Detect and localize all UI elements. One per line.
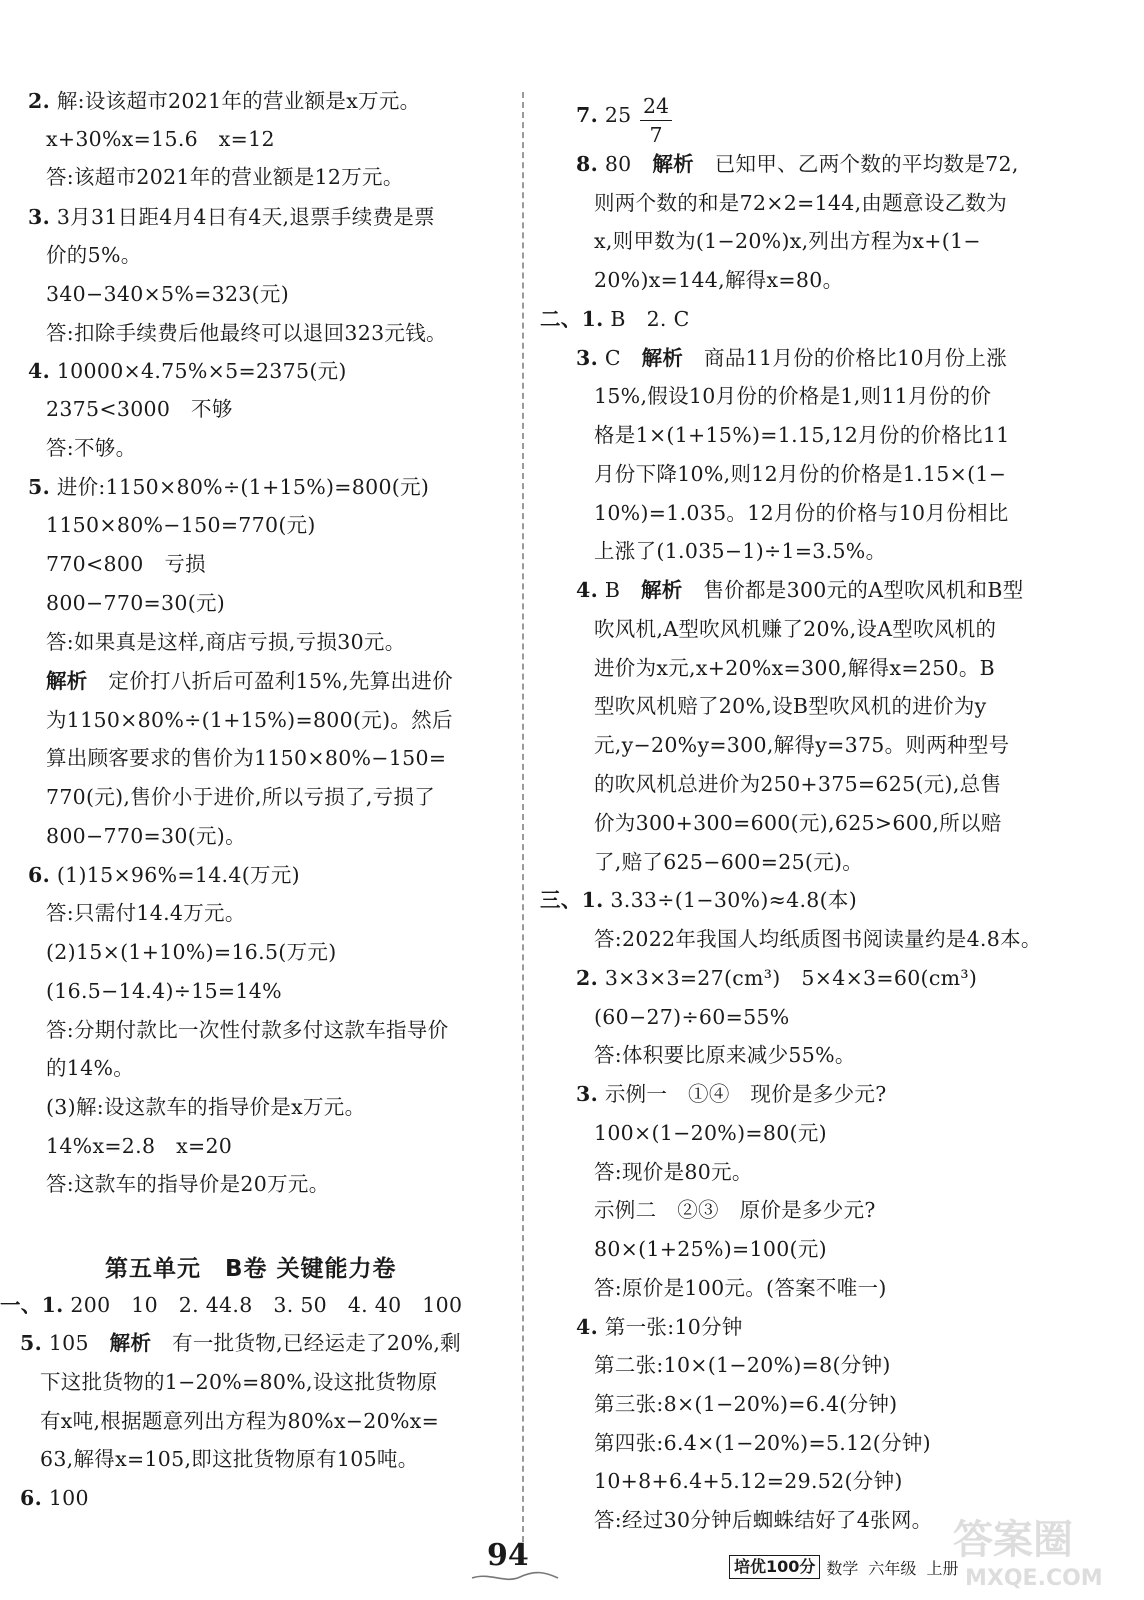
left-line: 答:只需付14.4万元。: [46, 901, 246, 925]
right-line: 8. 80 解析 已知甲、乙两个数的平均数是72,: [576, 152, 1019, 176]
right-line: 20%)x=144,解得x=80。: [594, 268, 844, 292]
left-line: 340−340×5%=323(元): [46, 282, 290, 306]
right-line: 上涨了(1.035−1)÷1=3.5%。: [594, 539, 887, 563]
right-line: 示例二 ②③ 原价是多少元?: [594, 1198, 876, 1222]
left-line: 2375<3000 不够: [46, 397, 233, 421]
left-line: 14%x=2.8 x=20: [46, 1134, 233, 1158]
right-line: 二、1. B 2. C: [540, 307, 690, 331]
right-line: 型吹风机赔了20%,设B型吹风机的进价为y: [594, 694, 987, 718]
watermark-logo-icon: [945, 1505, 1125, 1595]
left-line: 5. 105 解析 有一批货物,已经运走了20%,剩: [20, 1331, 461, 1355]
left-line: 的14%。: [46, 1056, 135, 1080]
right-line: 3. C 解析 商品11月份的价格比10月份上涨: [576, 346, 1008, 370]
right-line: 答:现价是80元。: [594, 1160, 753, 1184]
right-line: 2. 3×3×3=27(cm³) 5×4×3=60(cm³): [576, 966, 978, 990]
right-line: 则两个数的和是72×2=144,由题意设乙数为: [594, 191, 1008, 215]
right-line: 答:2022年我国人均纸质图书阅读量约是4.8本。: [594, 927, 1042, 951]
brand-box: 培优100分: [729, 1555, 820, 1579]
left-line: 2. 解:设该超市2021年的营业额是x万元。: [28, 89, 421, 113]
left-line: 5. 进价:1150×80%÷(1+15%)=800(元): [28, 475, 430, 499]
right-line: 第二张:10×(1−20%)=8(分钟): [594, 1353, 891, 1377]
right-line: 格是1×(1+15%)=1.15,12月份的价格比11: [594, 423, 1010, 447]
right-line: 三、1. 3.33÷(1−30%)≈4.8(本): [540, 888, 858, 912]
right-line: 100×(1−20%)=80(元): [594, 1121, 827, 1145]
left-line: 800−770=30(元): [46, 591, 226, 615]
right-line: 答:经过30分钟后蜘蛛结好了4张网。: [594, 1508, 933, 1532]
fraction-denominator: 7: [649, 123, 663, 147]
right-line: 3. 示例一 ①④ 现价是多少元?: [576, 1082, 887, 1106]
left-line: 一、1. 200 10 2. 44.8 3. 50 4. 40 100: [0, 1293, 463, 1317]
right-line: 80×(1+25%)=100(元): [594, 1237, 827, 1261]
left-line: 3. 3月31日距4月4日有4天,退票手续费是票: [28, 205, 435, 229]
left-line: 答:这款车的指导价是20万元。: [46, 1172, 330, 1196]
left-line: (16.5−14.4)÷15=14%: [46, 979, 282, 1003]
right-line: 答:体积要比原来减少55%。: [594, 1043, 856, 1067]
right-line: 元,y−20%y=300,解得y=375。则两种型号: [594, 733, 1010, 757]
left-line: 1150×80%−150=770(元): [46, 513, 316, 537]
left-line: 有x吨,根据题意列出方程为80%x−20%x=: [40, 1409, 440, 1433]
volume-label: 上册: [926, 1558, 959, 1578]
right-line: 价为300+300=600(元),625>600,所以赔: [594, 811, 1002, 835]
right-line: 的吹风机总进价为250+375=625(元),总售: [594, 772, 1002, 796]
left-line: 6. 100: [20, 1486, 89, 1510]
left-line: 答:不够。: [46, 436, 137, 460]
right-line: 吹风机,A型吹风机赚了20%,设A型吹风机的: [594, 617, 997, 641]
left-line: 4. 10000×4.75%×5=2375(元): [28, 359, 347, 383]
left-line: 答:如果真是这样,商店亏损,亏损30元。: [46, 630, 406, 654]
svg-text:答案圈: 答案圈: [953, 1517, 1073, 1563]
left-line: 770<800 亏损: [46, 552, 206, 576]
left-line: 800−770=30(元)。: [46, 824, 246, 848]
right-line: 月份下降10%,则12月份的价格是1.15×(1−: [594, 462, 1007, 486]
left-line: 答:分期付款比一次性付款多付这款车指导价: [46, 1018, 449, 1042]
right-line: 答:原价是100元。(答案不唯一): [594, 1276, 887, 1300]
fraction-numerator: 24: [640, 93, 672, 121]
swirl-decoration-icon: [470, 1570, 560, 1584]
left-line: 为1150×80%÷(1+15%)=800(元)。然后: [46, 708, 453, 732]
right-line: 10%)=1.035。12月份的价格与10月份相比: [594, 501, 1009, 525]
left-line: 答:该超市2021年的营业额是12万元。: [46, 165, 404, 189]
left-line: (3)解:设这款车的指导价是x万元。: [46, 1095, 366, 1119]
right-line: 15%,假设10月份的价格是1,则11月份的价: [594, 384, 992, 408]
left-line: 63,解得x=105,即这批货物原有105吨。: [40, 1447, 419, 1471]
left-line: 下这批货物的1−20%=80%,设这批货物原: [40, 1370, 438, 1394]
fraction-24-7: [640, 93, 672, 148]
right-line: 了,赔了625−600=25(元)。: [594, 850, 864, 874]
left-line: x+30%x=15.6 x=12: [46, 127, 275, 151]
column-divider: [522, 92, 524, 1542]
footer-brand: [729, 1554, 968, 1580]
right-line: 4. B 解析 售价都是300元的A型吹风机和B型: [576, 578, 1024, 602]
right-line: 第四张:6.4×(1−20%)=5.12(分钟): [594, 1431, 931, 1455]
left-line: 6. (1)15×96%=14.4(万元): [28, 863, 300, 887]
right-line: 进价为x元,x+20%x=300,解得x=250。B: [594, 656, 995, 680]
section-title: 第五单元 B卷 关键能力卷: [105, 1256, 397, 1282]
right-line: x,则甲数为(1−20%)x,列出方程为x+(1−: [594, 229, 981, 253]
right-line: 10+8+6.4+5.12=29.52(分钟): [594, 1469, 903, 1493]
right-line: 4. 第一张:10分钟: [576, 1315, 743, 1339]
right-line: 第三张:8×(1−20%)=6.4(分钟): [594, 1392, 898, 1416]
left-line: 答:扣除手续费后他最终可以退回323元钱。: [46, 321, 447, 345]
left-line: 770(元),售价小于进价,所以亏损了,亏损了: [46, 785, 436, 809]
left-line: 价的5%。: [46, 243, 142, 267]
left-line: 解析 定价打八折后可盈利15%,先算出进价: [46, 669, 453, 693]
right-line: (60−27)÷60=55%: [594, 1005, 790, 1029]
page-number: 94: [487, 1538, 529, 1573]
subject-label: 数学: [826, 1558, 859, 1578]
right-line: 7. 25: [576, 103, 632, 127]
left-line: 算出顾客要求的售价为1150×80%−150=: [46, 746, 447, 770]
svg-text:MXQE.COM: MXQE.COM: [965, 1566, 1103, 1591]
grade-label: 六年级: [868, 1558, 917, 1578]
left-line: (2)15×(1+10%)=16.5(万元): [46, 940, 337, 964]
